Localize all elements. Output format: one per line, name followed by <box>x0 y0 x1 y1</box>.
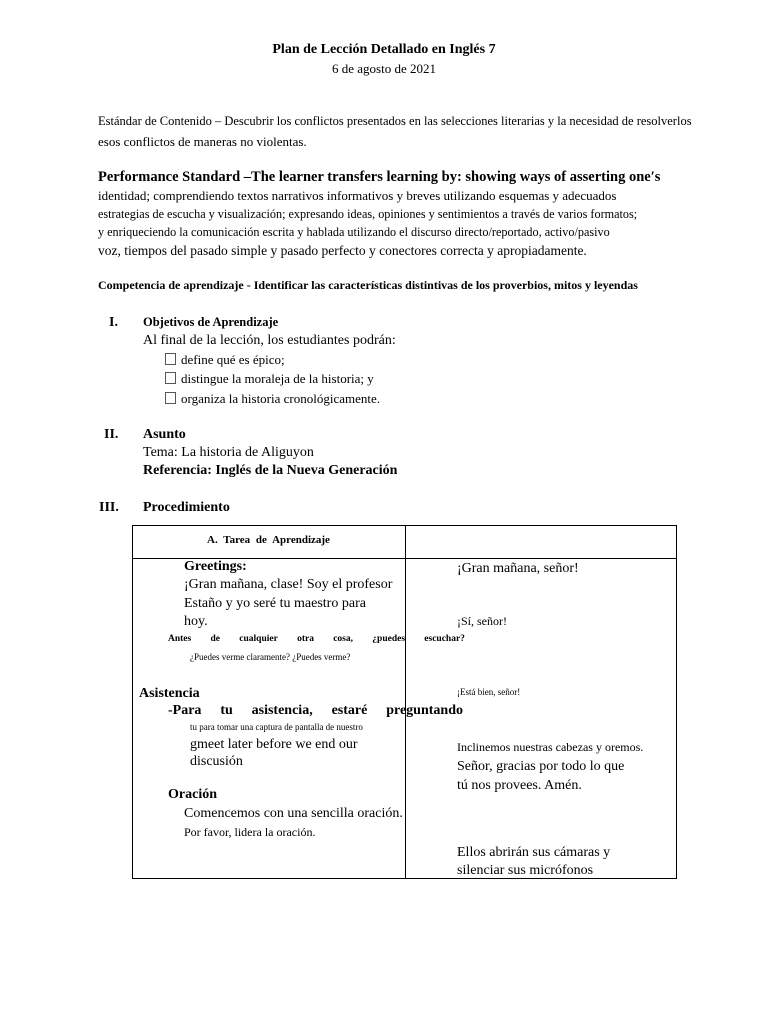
greeting-line-3: hoy. <box>184 614 208 629</box>
subject-heading: Asunto <box>143 427 186 442</box>
performance-standard-line-4: voz, tiempos del pasado simple y pasado perfecto y conectores correcta y apropiadamente. <box>98 243 587 258</box>
performance-standard-heading: Performance Standard –The learner transfers learning by: showing ways of asserting one′s <box>98 169 661 185</box>
before-anything-line: Antes de cualquier otra cosa, ¿puedes escuchar? <box>168 634 465 644</box>
checkbox-icon <box>165 353 176 365</box>
content-standard-line-2: esos conflictos de maneras no violentas. <box>98 134 307 149</box>
prayer-line-1: Comencemos con una sencilla oración. <box>184 806 403 821</box>
subject-topic: Tema: La historia de Aliguyon <box>143 445 314 460</box>
response-cameras-line-2: silenciar sus micrófonos <box>457 863 594 878</box>
attendance-small-line: tu para tomar una captura de pantalla de nuestro <box>190 722 363 732</box>
attendance-line-1: -Para tu asistencia, estaré preguntando <box>168 703 463 718</box>
response-good-morning: ¡Gran mañana, señor! <box>457 561 579 576</box>
subject-reference: Referencia: Inglés de la Nueva Generación <box>143 463 398 478</box>
attendance-line-2: gmeet later before we end our <box>190 737 358 752</box>
content-standard-line-1: Estándar de Contenido – Descubrir los conflictos presentados en las selecciones literarias y la necesidad de resolverlos <box>98 114 692 128</box>
section-numeral-1: I. <box>109 315 118 330</box>
response-cameras-line-1: Ellos abrirán sus cámaras y <box>457 845 611 860</box>
checkbox-icon <box>165 372 176 384</box>
procedure-heading: Procedimiento <box>143 500 230 515</box>
table-column-divider <box>405 525 406 879</box>
section-numeral-3: III. <box>99 500 119 515</box>
performance-standard-line-1: identidad; comprendiendo textos narrativos informativos y breves utilizando esquemas y adecuados <box>98 188 617 203</box>
performance-standard-line-3: y enriqueciendo la comunicación escrita y hablada utilizando el discurso directo/reportado, activo/pasivo <box>98 225 610 239</box>
objective-item: distingue la moraleja de la historia; y <box>165 371 374 387</box>
objectives-heading: Objetivos de Aprendizaje <box>143 315 279 329</box>
response-bow-heads: Inclinemos nuestras cabezas y oremos. <box>457 740 644 754</box>
greeting-line-2: Estaño y yo seré tu maestro para <box>184 596 366 611</box>
document-date: 6 de agosto de 2021 <box>332 61 436 76</box>
attendance-title: Asistencia <box>139 686 200 701</box>
greeting-line-1: ¡Gran mañana, clase! Soy el profesor <box>184 577 393 592</box>
objectives-intro: Al final de la lección, los estudiantes podrán: <box>143 333 396 348</box>
section-numeral-2: II. <box>104 427 119 442</box>
greetings-title: Greetings: <box>184 559 247 574</box>
prayer-line-2: Por favor, lidera la oración. <box>184 825 316 839</box>
checkbox-icon <box>165 392 176 404</box>
objective-item: organiza la historia cronológicamente. <box>165 391 380 407</box>
see-me-line: ¿Puedes verme claramente? ¿Puedes verme? <box>190 652 351 662</box>
attendance-line-3: discusión <box>190 754 243 769</box>
response-prayer-line-1: Señor, gracias por todo lo que <box>457 759 625 774</box>
objective-item: define qué es épico; <box>165 352 285 368</box>
prayer-title: Oración <box>168 787 217 802</box>
table-header-learning-task: A. Tarea de Aprendizaje <box>207 534 330 546</box>
response-okay-sir: ¡Está bien, señor! <box>457 687 521 697</box>
performance-standard-line-2: estrategias de escucha y visualización; expresando ideas, opiniones y sentimientos a través de varios formatos; <box>98 207 638 221</box>
response-prayer-line-2: tú nos provees. Amén. <box>457 778 582 793</box>
response-yes-sir: ¡Sí, señor! <box>457 614 507 628</box>
document-title: Plan de Lección Detallado en Inglés 7 <box>272 42 496 57</box>
learning-competency: Competencia de aprendizaje - Identificar las características distintivas de los proverbios, mitos y leyendas <box>98 278 638 292</box>
